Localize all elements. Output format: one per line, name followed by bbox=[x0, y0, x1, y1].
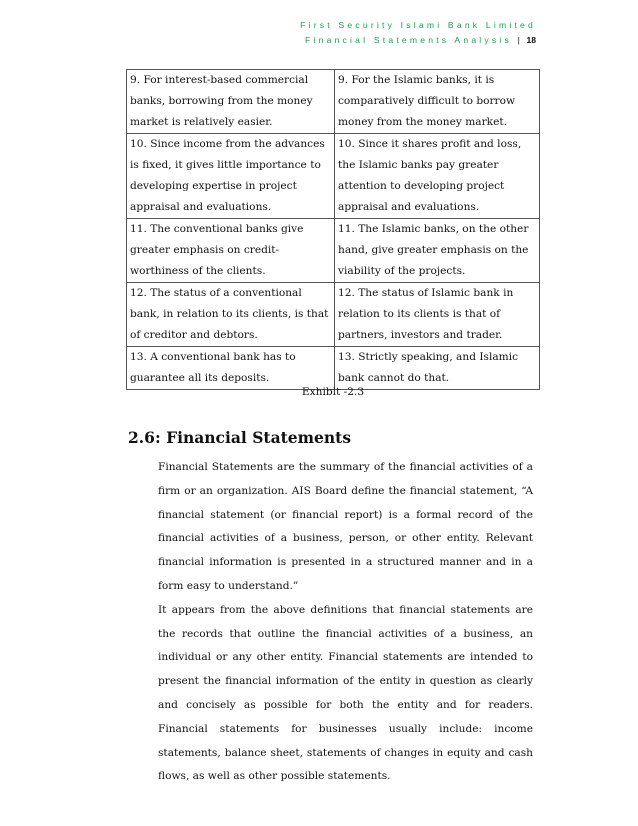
table-row bbox=[127, 347, 540, 390]
exhibit-caption: Exhibit -2.3 bbox=[301, 386, 365, 398]
paragraph-definition: Financial Statements are the summary of the financial activities of a firm or an organization. AIS Board define the financial statement, “A financial statement (or financial report) is a formal record of the financial activities of a business, person, or other entity. Relevant financial information is presented in a structured manner and in a form easy to understand.” bbox=[158, 461, 533, 592]
header-separator: | bbox=[517, 35, 520, 45]
islamic-bank-cell: 9. For the Islamic banks, it is comparatively difficult to borrow money from the money market. bbox=[335, 70, 540, 134]
section-body bbox=[158, 456, 533, 789]
header-document-title-line bbox=[300, 33, 536, 48]
conventional-bank-cell: 10. Since income from the advances is fixed, it gives little importance to developing expertise in project appraisal and evaluations. bbox=[127, 134, 335, 219]
paragraph-explanation: It appears from the above definitions that financial statements are the records that outline the financial activities of a business, an individual or any other entity. Financial statements are intended to present the financial information of the entity in question as clearly and concisely as possible for both the entity and for readers. Financial statements for businesses usually include: income statements, balance sheet, statements of changes in equity and cash flows, as well as other possible statements. bbox=[158, 603, 533, 783]
islamic-bank-cell: 11. The Islamic banks, on the other hand, give greater emphasis on the viability of the projects. bbox=[335, 219, 540, 283]
header-document-title: Financial Statements Analysis bbox=[305, 35, 513, 45]
islamic-bank-cell: 12. The status of Islamic bank in relation to its clients is that of partners, investors and trader. bbox=[335, 283, 540, 347]
table-row bbox=[127, 70, 540, 134]
table-row bbox=[127, 219, 540, 283]
table-row bbox=[127, 134, 540, 219]
islamic-bank-cell: 10. Since it shares profit and loss, the Islamic banks pay greater attention to developing project appraisal and evaluations. bbox=[335, 134, 540, 219]
comparison-table bbox=[126, 69, 540, 390]
islamic-bank-cell: 13. Strictly speaking, and Islamic bank cannot do that. bbox=[335, 347, 540, 390]
header-bank-name: First Security Islami Bank Limited bbox=[300, 20, 536, 30]
conventional-bank-cell: 12. The status of a conventional bank, in relation to its clients, is that of creditor and debtors. bbox=[127, 283, 335, 347]
page-header bbox=[300, 18, 536, 48]
conventional-bank-cell: 13. A conventional bank has to guarantee all its deposits. bbox=[127, 347, 335, 390]
section-heading: 2.6: Financial Statements bbox=[128, 428, 352, 447]
table-row bbox=[127, 283, 540, 347]
conventional-bank-cell: 9. For interest-based commercial banks, borrowing from the money market is relatively easier. bbox=[127, 70, 335, 134]
page-number: 18 bbox=[526, 35, 536, 45]
conventional-bank-cell: 11. The conventional banks give greater emphasis on credit-worthiness of the clients. bbox=[127, 219, 335, 283]
